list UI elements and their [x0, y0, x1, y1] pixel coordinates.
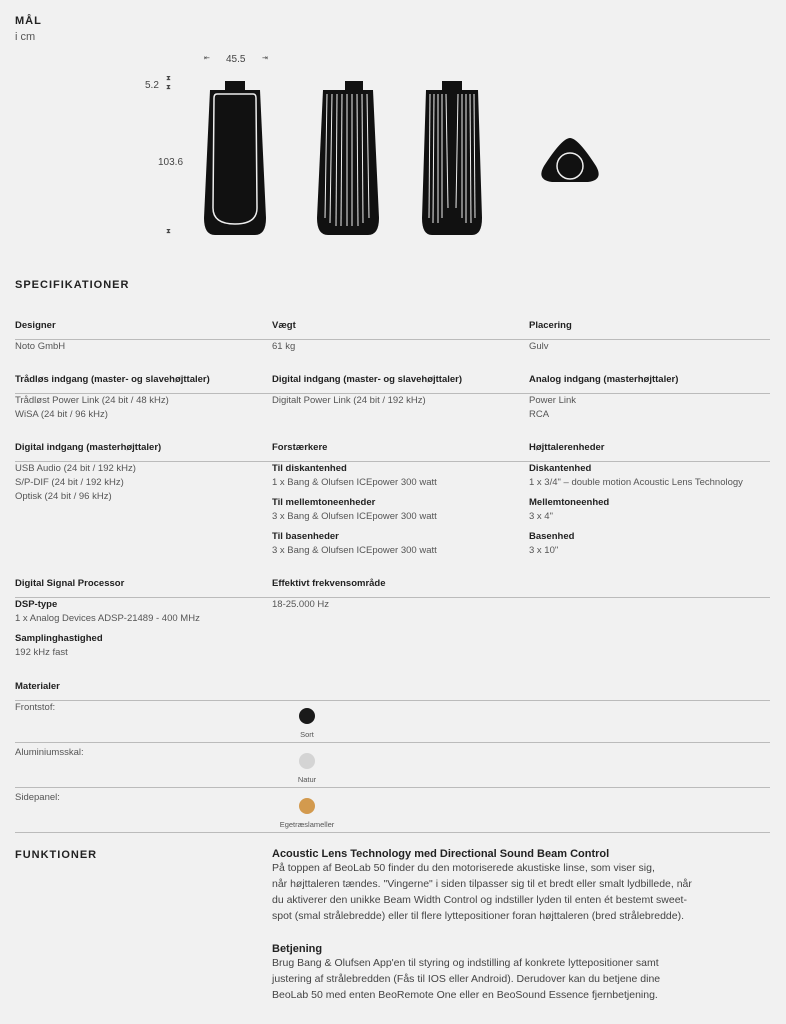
- spec-line: 1 x Bang & Olufsen ICEpower 300 watt: [272, 477, 437, 488]
- height-marker-icon: ⧗ ⧗: [166, 75, 171, 91]
- spec-line: 3 x 4": [529, 511, 553, 522]
- spec-label: DSP-type: [15, 599, 58, 610]
- speaker-drawings: [200, 78, 600, 238]
- color-swatch: [299, 798, 315, 814]
- height-value: 103.6: [158, 157, 184, 168]
- spec-line: Optisk (24 bit / 96 kHz): [15, 491, 112, 502]
- function-item: [272, 943, 772, 1003]
- color-swatch: [299, 753, 315, 769]
- spec-label: Mellemtoneenhed: [529, 497, 610, 508]
- function-line: justering af strålebredden (Fås til IOS eller Android). Derudover kan du betjene dine: [272, 973, 661, 985]
- spec-label: Basenhed: [529, 531, 575, 542]
- spec-line: 1 x 3/4" – double motion Acoustic Lens Technology: [529, 477, 743, 488]
- width-value: 45.5: [226, 54, 246, 65]
- spec-value: [529, 458, 743, 558]
- spec-value: [15, 594, 200, 660]
- speaker-side-view: [317, 81, 379, 235]
- spec-header: Trådløs indgang (master- og slavehøjttaler): [15, 374, 210, 385]
- spec-label: Til basenheder: [272, 531, 339, 542]
- spec-line: 1 x Analog Devices ADSP-21489 - 400 MHz: [15, 613, 200, 624]
- spec-line: Power Link: [529, 395, 576, 406]
- function-item: [272, 848, 772, 924]
- functions-title: FUNKTIONER: [15, 849, 98, 861]
- spec-line: 3 x 10": [529, 545, 559, 556]
- spec-label: Til diskantenhed: [272, 463, 347, 474]
- function-line: spot (smal strålebredde) eller til flere lyttepositioner foran højttaleren (bred strålebredde).: [272, 910, 685, 922]
- spec-line: 192 kHz fast: [15, 647, 68, 658]
- material-row: [15, 743, 770, 788]
- spec-line: RCA: [529, 409, 550, 420]
- speaker-front-view: [204, 81, 266, 235]
- spec-row-header: [15, 320, 770, 340]
- spec-value: Gulv: [529, 341, 549, 352]
- speaker-back-view: [422, 81, 482, 235]
- color-swatch: [299, 708, 315, 724]
- spec-header: Analog indgang (masterhøjttaler): [529, 374, 679, 385]
- function-line: når højttaleren tændes. "Vingerne" i siden tilpasser sig til et bredt eller smalt lydbillede, når: [272, 878, 692, 890]
- function-line: Brug Bang & Olufsen App'en til styring og indstilling af konkrete lyttepositioner samt: [272, 957, 659, 969]
- color-name: Natur: [297, 775, 317, 784]
- spec-value: [529, 394, 576, 422]
- spec-value: [15, 394, 169, 422]
- spec-line: WiSA (24 bit / 96 kHz): [15, 409, 108, 420]
- spec-line: S/P-DIF (24 bit / 192 kHz): [15, 477, 124, 488]
- spec-header: Digital indgang (master- og slavehøjttaler): [272, 374, 463, 385]
- material-row: [15, 788, 770, 833]
- spec-header: Designer: [15, 320, 56, 331]
- spec-row-header: [15, 374, 770, 394]
- function-line: du aktiverer den unikke Beam Width Control og indstiller lyden til enten ét bestemt sweet-: [272, 894, 687, 906]
- dimensions-unit: i cm: [15, 31, 36, 43]
- function-title: Acoustic Lens Technology med Directional Sound Beam Control: [272, 848, 610, 860]
- spec-header: Digital Signal Processor: [15, 578, 125, 589]
- spec-header: Materialer: [15, 681, 60, 692]
- spec-label: Samplinghastighed: [15, 633, 103, 644]
- spec-label: Til mellemtoneenheder: [272, 497, 376, 508]
- spec-value: 18-25.000 Hz: [272, 599, 330, 610]
- spec-line: 3 x Bang & Olufsen ICEpower 300 watt: [272, 545, 437, 556]
- spec-value: [272, 458, 437, 558]
- spec-header: Højttalerenheder: [529, 442, 605, 453]
- arrow-left-icon: ⇤: [204, 55, 210, 62]
- spec-line: Trådløst Power Link (24 bit / 48 kHz): [15, 395, 169, 406]
- height-marker-icon: ⧗: [166, 228, 171, 235]
- material-name: Sidepanel:: [15, 792, 60, 803]
- color-name: Egetræslameller: [279, 820, 335, 829]
- material-name: Aluminiumsskal:: [15, 747, 84, 758]
- spec-header: Digital indgang (masterhøjttaler): [15, 442, 162, 453]
- spec-header: Vægt: [272, 320, 296, 331]
- material-name: Frontstof:: [15, 702, 56, 713]
- spec-value: Digitalt Power Link (24 bit / 192 kHz): [272, 395, 426, 406]
- spec-value: 61 kg: [272, 341, 296, 352]
- material-row: [15, 698, 770, 743]
- arrow-right-icon: ⇥: [262, 55, 268, 62]
- function-line: På toppen af BeoLab 50 finder du den motoriserede akustiske linse, som viser sig,: [272, 862, 655, 874]
- dimensions-title: MÅL: [15, 15, 42, 27]
- color-name: Sort: [300, 730, 314, 739]
- speaker-top-view: [541, 138, 598, 182]
- spec-line: USB Audio (24 bit / 192 kHz): [15, 463, 136, 474]
- top-height-value: 5.2: [145, 80, 159, 91]
- specs-title: SPECIFIKATIONER: [15, 279, 130, 291]
- spec-header: Forstærkere: [272, 442, 328, 453]
- spec-value: [15, 462, 136, 504]
- function-line: BeoLab 50 med enten BeoRemote One eller en BeoSound Essence fjernbetjening.: [272, 989, 658, 1001]
- spec-header: Placering: [529, 320, 572, 331]
- spec-line: 3 x Bang & Olufsen ICEpower 300 watt: [272, 511, 437, 522]
- spec-header: Effektivt frekvensområde: [272, 578, 386, 589]
- spec-label: Diskantenhed: [529, 463, 592, 474]
- spec-value: Noto GmbH: [15, 341, 66, 352]
- function-title: Betjening: [272, 943, 323, 955]
